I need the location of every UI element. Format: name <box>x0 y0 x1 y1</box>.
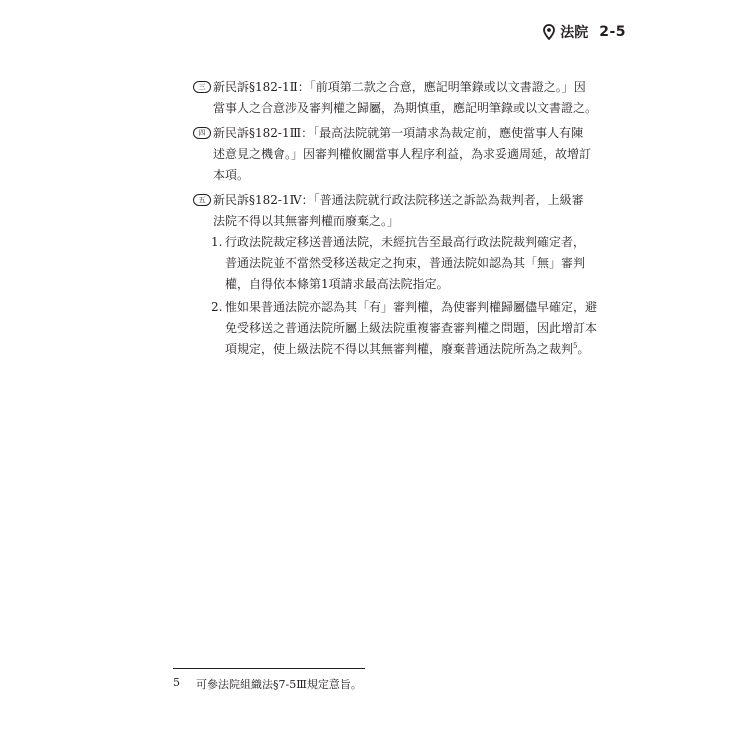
header-title: 法院 <box>560 25 589 41</box>
list-item <box>193 190 611 232</box>
sub-item-number: 2. <box>211 300 223 314</box>
footnote <box>173 676 362 692</box>
sub-item-body: 惟如果普通法院亦認為其「有」審判權，為使審判權歸屬儘早確定，避 免受移送之普通法院所屬上級法院重複審查審判權之問題，因此增訂本 項規定，使上級法院不得以其無審判權，廢棄普通法院所為之裁判 <box>225 300 598 356</box>
chapter-number: 2-5 <box>599 24 626 40</box>
sub-item <box>211 297 611 360</box>
location-pin-icon <box>543 24 555 40</box>
item-marker: 三 <box>193 81 211 93</box>
main-content <box>193 77 611 360</box>
item-text: 新民訴§182-1Ⅱ：「前項第二款之合意，應記明筆錄或以文書證之。」因 當事人之合意涉及審判權之歸屬，為期慎重，應記明筆錄或以文書證之。 <box>213 80 598 115</box>
sub-item-tail: 。 <box>577 342 590 356</box>
item-marker: 五 <box>193 194 211 206</box>
sub-item <box>211 232 611 295</box>
footnote-number: 5 <box>173 676 180 689</box>
list-item <box>193 77 611 119</box>
footnote-reference[interactable]: 5 <box>573 342 578 350</box>
page-header <box>543 22 626 42</box>
sub-item-text: 行政法院裁定移送普通法院，未經抗告至最高行政法院裁判確定者， 普通法院並不當然受移送裁定之拘束，普通法院如認為其「無」審判 權，自得依本條第1項請求最高法院指定。 <box>225 235 586 291</box>
item-text: 新民訴§182-1Ⅲ：「最高法院就第一項請求為裁定前，應使當事人有陳 述意見之機會。」因審判權攸關當事人程序利益，為求妥適周延，故增訂 本項。 <box>213 126 592 182</box>
item-text: 新民訴§182-1Ⅳ：「普通法院就行政法院移送之訴訟為裁判者，上級審 法院不得以其無審判權而廢棄之。」 <box>213 193 584 228</box>
footnote-divider <box>173 668 365 669</box>
sub-item-number: 1. <box>211 235 223 249</box>
sub-item-text <box>225 297 611 360</box>
footnote-text: 可參法院組織法§7-5Ⅲ規定意旨。 <box>196 678 362 691</box>
item-marker: 四 <box>193 127 211 139</box>
list-item <box>193 123 611 186</box>
